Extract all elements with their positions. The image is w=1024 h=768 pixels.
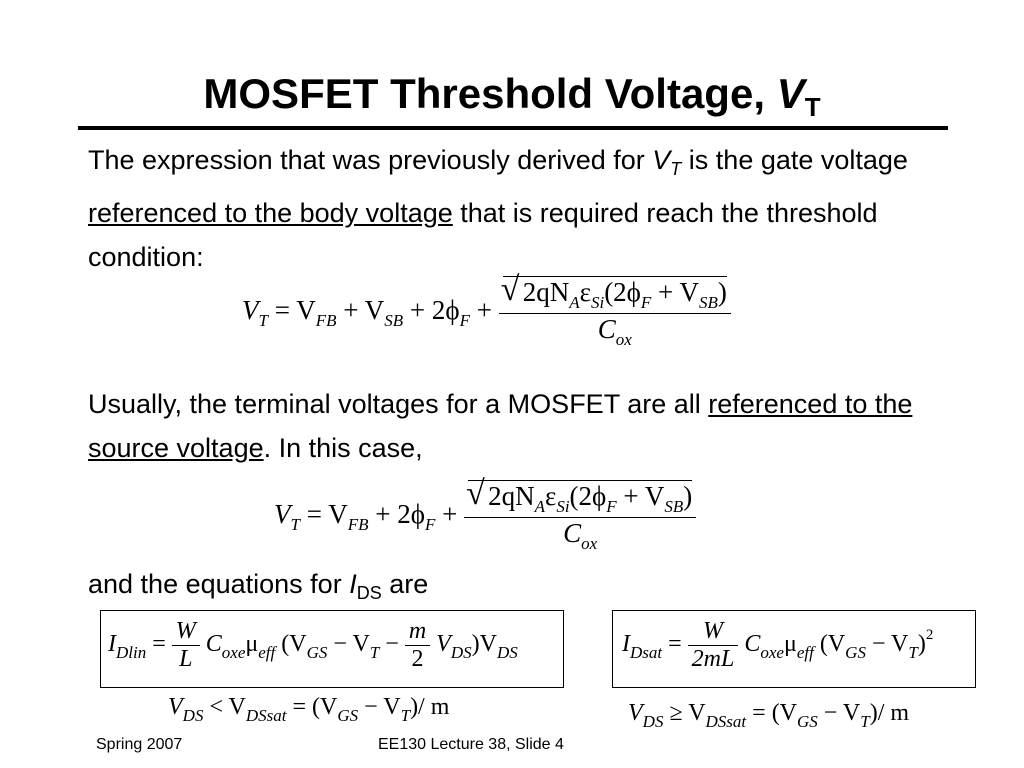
fraction: √ $\frac{2qN_A\varepsilon_{Si}(2\phi_F + V_{SB})}{C_{ox}}$ [464, 480, 696, 554]
title-rule [78, 126, 948, 130]
footer-slide-info: EE130 Lecture 38, Slide 4 [378, 736, 564, 753]
fraction: √ $\frac{2qN_A\varepsilon_{Si}(2\phi_F + V_{SB})}{C_{ox}}$ [499, 276, 731, 350]
equation-id-saturation: $I_{Dsat}$ = $\frac{W}{2mL}$ $C_{oxe}\mu_{eff}$ $(V_{GS} - V_T)^2$ [622, 618, 934, 672]
slide-title: MOSFET Threshold Voltage, $V_T$ [203, 70, 821, 122]
condition-saturation: $V_{DS} \ge V_{DSsat} = (V_{GS} - V_T)/$ m [628, 700, 910, 731]
footer-date: Spring 2007 [96, 736, 183, 753]
equation-vt-source: $V_T = V_{FB} + 2\phi_F$ + √ $\frac{2qN_A\varepsilon_{Si}(2\phi_F + V_{SB})}{C_{ox}}$ [274, 480, 696, 554]
condition-linear: $V_{DS} < V_{DSsat} = (V_{GS} - V_T)/$ m [168, 694, 450, 725]
paragraph-1: The expression that was previously derived for $V_T$ is the gate voltage referenced to the body voltage that is required reach the threshold condition: [88, 145, 908, 272]
paragraph-3: and the equations for $I_{DS}$ are [88, 569, 429, 603]
paragraph-2: Usually, the terminal voltages for a MOSFET are all referenced to the source voltage. In this case, [88, 389, 913, 463]
equation-vt-body: $V_T = V_{FB} + V_{SB} + 2\phi_F$ + √ $\frac{2qN_A\varepsilon_{Si}(2\phi_F + V_{SB})}{C_{ox}}$ [242, 276, 731, 350]
equation-id-linear: $I_{Dlin}$ = $\frac{W}{L}$ $C_{oxe}\mu_{eff}$ ($V_{GS} - V_T$ − $\frac{m}{2}$ $V_{DS})V_{DS}$ [108, 618, 518, 672]
